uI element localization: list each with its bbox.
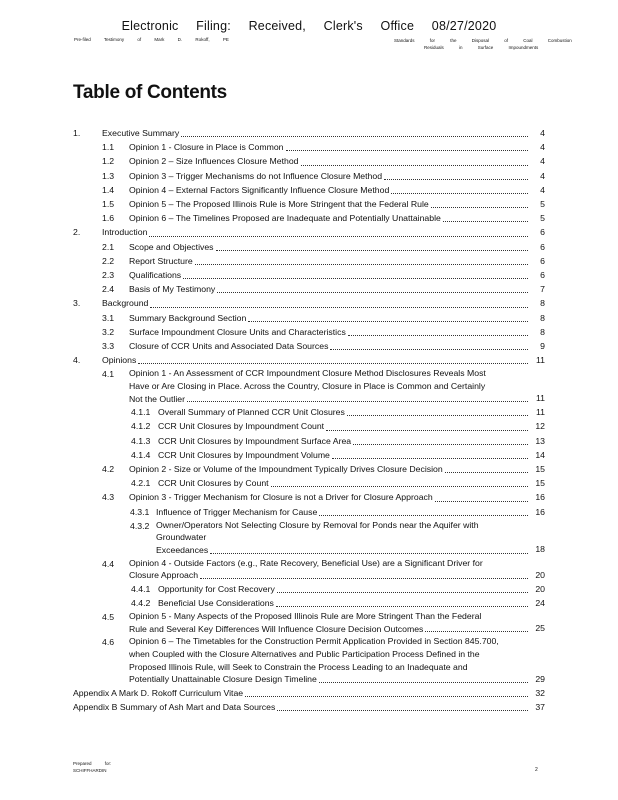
toc-entry-text xyxy=(158,434,531,448)
toc-entry-page: 16 xyxy=(535,492,545,503)
toc-entry-text xyxy=(73,686,531,700)
toc-entry-page: 15 xyxy=(535,478,545,489)
toc-entry-text xyxy=(129,462,531,476)
toc-entry[interactable] xyxy=(73,582,545,596)
toc-entry-line: Potentially Unattainable Closure Design Timeline xyxy=(129,674,317,685)
toc-entry-title: Closure of CCR Units and Associated Data Sources xyxy=(129,341,329,352)
toc-entry-number: 2.3 xyxy=(102,270,115,281)
dot-leader xyxy=(435,500,528,502)
toc-entry-page: 4 xyxy=(540,156,545,167)
toc-entry-number: 3. xyxy=(73,298,81,309)
toc-entry-number: 4.5 xyxy=(102,612,115,623)
toc-entry-title: Executive Summary xyxy=(102,128,180,138)
toc-entry-page: 11 xyxy=(535,393,545,404)
toc-entry-title: Qualifications xyxy=(129,270,182,281)
dot-leader xyxy=(150,306,528,308)
toc-entry-page: 16 xyxy=(535,506,545,517)
toc-entry-page: 4 xyxy=(540,142,545,153)
toc-entry-number: 1.6 xyxy=(102,213,115,224)
toc-entry-title: Introduction xyxy=(102,227,148,238)
toc-entry-number: 4.3 xyxy=(102,492,115,503)
toc-entry-number: 1.5 xyxy=(102,199,115,210)
toc-entry-number: 4.4 xyxy=(102,558,115,569)
dot-leader xyxy=(326,429,528,431)
toc-entry-text xyxy=(102,296,531,310)
dot-leader xyxy=(425,630,528,632)
toc-entry-title: Summary Background Section xyxy=(129,312,247,323)
toc-entry[interactable] xyxy=(73,419,545,433)
dot-leader xyxy=(330,348,528,350)
toc-entry-page: 32 xyxy=(535,687,545,698)
toc-entry-number: 1.4 xyxy=(102,184,115,195)
dot-leader xyxy=(277,591,528,593)
dot-leader xyxy=(443,220,528,222)
toc-entry-page: 12 xyxy=(535,421,545,432)
toc-entry-text xyxy=(129,339,531,353)
toc-entry-number: 4.2.1 xyxy=(131,478,151,489)
table-of-contents xyxy=(73,126,545,714)
header-right-line2: Residuals in Surface Impoundments xyxy=(424,45,539,50)
toc-entry-text xyxy=(129,268,531,282)
toc-entry-page: 20 xyxy=(535,583,545,594)
toc-entry[interactable] xyxy=(73,268,545,282)
toc-entry-number: 3.2 xyxy=(102,326,115,337)
page-number: 2 xyxy=(535,767,538,773)
toc-entry-title: Opinion 3 - Trigger Mechanism for Closure is not a Driver for Closure Approach xyxy=(129,492,433,503)
toc-entry[interactable] xyxy=(73,225,545,239)
toc-entry-number: 1.1 xyxy=(102,142,115,153)
toc-entry-number: 4.3.2 xyxy=(130,520,150,531)
toc-entry-title: CCR Unit Closures by Impoundment Count xyxy=(158,421,325,432)
toc-entry-number: 4.4.2 xyxy=(131,598,151,609)
dot-leader xyxy=(149,235,528,237)
dot-leader xyxy=(216,249,528,251)
toc-entry-text xyxy=(156,505,531,519)
toc-entry-page: 5 xyxy=(540,199,545,210)
toc-entry-line: Exceedances xyxy=(156,545,209,556)
toc-entry[interactable] xyxy=(73,126,545,140)
toc-entry-text xyxy=(129,557,531,582)
toc-entry-page: 11 xyxy=(535,355,545,366)
toc-entry-text xyxy=(129,211,531,225)
toc-entry-text xyxy=(156,519,531,557)
toc-entry-title: Report Structure xyxy=(129,255,193,266)
toc-entry-text xyxy=(129,635,531,685)
toc-entry[interactable] xyxy=(73,505,545,519)
dot-leader xyxy=(277,709,528,711)
dot-leader xyxy=(319,514,528,516)
toc-entry-title: Opinion 2 - Size or Volume of the Impoundment Typically Drives Closure Decision xyxy=(129,464,443,475)
dot-leader xyxy=(332,457,528,459)
dot-leader xyxy=(384,178,528,180)
toc-entry-line: when Coupled with the Closure Alternatives and Public Participation Process Defined in the xyxy=(129,649,480,660)
toc-entry-line: Rule and Several Key Differences Will Influence Closure Decision Outcomes xyxy=(129,623,424,634)
toc-entry[interactable] xyxy=(73,353,545,367)
toc-entry-text xyxy=(102,126,531,140)
toc-entry-number: 1.2 xyxy=(102,156,115,167)
header-right xyxy=(394,37,572,51)
toc-entry-text xyxy=(129,140,531,154)
toc-entry[interactable] xyxy=(73,183,545,197)
toc-entry-text xyxy=(158,582,531,596)
toc-entry-number: 2.2 xyxy=(102,255,115,266)
toc-entry-number: 4.1.1 xyxy=(131,407,151,418)
toc-entry[interactable] xyxy=(73,596,545,610)
toc-entry-number: 4.1.3 xyxy=(131,435,151,446)
toc-entry-number: 1.3 xyxy=(102,170,115,181)
toc-entry[interactable] xyxy=(73,325,545,339)
toc-entry-page: 4 xyxy=(540,170,545,181)
toc-entry-title: Opportunity for Cost Recovery xyxy=(158,583,275,594)
toc-entry-number: 4.6 xyxy=(102,637,115,648)
toc-entry-text xyxy=(129,183,531,197)
toc-entry-title: Overall Summary of Planned CCR Unit Closures xyxy=(158,407,345,418)
toc-entry-page: 25 xyxy=(535,623,545,634)
toc-entry[interactable] xyxy=(73,339,545,353)
toc-entry[interactable] xyxy=(73,476,545,490)
toc-entry-page: 37 xyxy=(535,702,545,712)
toc-entry-number: 3.1 xyxy=(102,312,115,323)
toc-entry-title: Appendix B Summary of Ash Mart and Data Sources xyxy=(73,702,276,712)
toc-entry-text xyxy=(129,154,531,168)
toc-entry-line: Opinion 1 - An Assessment of CCR Impoundment Closure Method Disclosures Reveals Most xyxy=(129,368,486,379)
toc-entry-text xyxy=(129,610,531,635)
toc-entry[interactable] xyxy=(73,610,545,635)
toc-entry-text xyxy=(129,490,531,504)
toc-entry-text xyxy=(129,325,531,339)
dot-leader xyxy=(245,695,528,697)
toc-entry[interactable] xyxy=(73,700,545,714)
toc-entry-text xyxy=(129,169,531,183)
toc-entry-title: Opinions xyxy=(102,355,137,366)
toc-entry-number: 4.1.2 xyxy=(131,421,151,432)
toc-entry[interactable] xyxy=(73,462,545,476)
toc-entry-line: Proposed Illinois Rule, will Seek to Constrain the Process Leading to an Inadequate and xyxy=(129,661,468,672)
toc-entry-title: Background xyxy=(102,298,149,309)
toc-entry[interactable] xyxy=(73,254,545,268)
footer-line1: Prepared for: xyxy=(73,761,112,766)
toc-entry-number: 4.1 xyxy=(102,369,115,380)
toc-entry-page: 6 xyxy=(540,241,545,252)
toc-entry-title: Opinion 1 - Closure in Place is Common xyxy=(129,142,284,153)
toc-entry-page: 14 xyxy=(535,449,545,460)
toc-entry-title: Opinion 2 – Size Influences Closure Method xyxy=(129,156,299,167)
toc-entry[interactable] xyxy=(73,211,545,225)
toc-entry-title: Opinion 3 – Trigger Mechanisms do not Influence Closure Method xyxy=(129,170,383,181)
dot-leader xyxy=(445,471,528,473)
toc-entry-text xyxy=(102,225,531,239)
toc-entry-number: 4.2 xyxy=(102,464,115,475)
toc-entry-number: 4.3.1 xyxy=(130,506,150,517)
toc-entry-number: 4. xyxy=(73,355,81,366)
toc-entry[interactable] xyxy=(73,169,545,183)
dot-leader xyxy=(431,206,528,208)
toc-entry-page: 8 xyxy=(540,298,545,309)
dot-leader xyxy=(286,149,528,151)
toc-entry[interactable] xyxy=(73,311,545,325)
toc-entry-number: 3.3 xyxy=(102,341,115,352)
toc-entry[interactable] xyxy=(73,367,545,405)
toc-entry-text xyxy=(102,353,531,367)
toc-entry-text xyxy=(129,311,531,325)
toc-entry-text xyxy=(129,282,531,296)
toc-entry[interactable] xyxy=(73,448,545,462)
toc-entry-text xyxy=(129,197,531,211)
dot-leader xyxy=(353,443,528,445)
toc-entry[interactable] xyxy=(73,197,545,211)
toc-entry-page: 4 xyxy=(540,184,545,195)
toc-entry-page: 7 xyxy=(540,284,545,295)
toc-entry-text xyxy=(158,448,531,462)
toc-entry-page: 5 xyxy=(540,213,545,224)
toc-entry-text xyxy=(73,700,531,714)
toc-entry[interactable] xyxy=(73,490,545,504)
toc-entry-title: CCR Unit Closures by Impoundment Volume xyxy=(158,449,330,460)
toc-entry-title: Basis of My Testimony xyxy=(129,284,216,295)
toc-entry-page: 29 xyxy=(535,673,545,684)
dot-leader xyxy=(138,362,528,364)
dot-leader xyxy=(187,400,528,402)
toc-entry-text xyxy=(129,240,531,254)
toc-entry-page: 20 xyxy=(535,569,545,580)
toc-entry-page: 6 xyxy=(540,227,545,238)
toc-entry-page: 15 xyxy=(535,464,545,475)
dot-leader xyxy=(181,135,528,137)
toc-entry[interactable] xyxy=(73,240,545,254)
dot-leader xyxy=(348,334,528,336)
dot-leader xyxy=(301,164,528,166)
toc-entry[interactable] xyxy=(73,557,545,582)
dot-leader xyxy=(183,277,528,279)
toc-entry-title: Opinion 4 – External Factors Significantly Influence Closure Method xyxy=(129,184,390,195)
dot-leader xyxy=(391,192,528,194)
toc-entry[interactable] xyxy=(73,635,545,685)
toc-entry-page: 6 xyxy=(540,270,545,281)
footer-line2: SCHIFFHARDIN xyxy=(73,768,107,773)
toc-entry-number: 4.1.4 xyxy=(131,449,151,460)
header-right-line1: Standards for the Disposal of Coal Combustion xyxy=(394,38,572,43)
dot-leader xyxy=(210,552,528,554)
toc-entry[interactable] xyxy=(73,519,545,557)
dot-leader xyxy=(271,485,528,487)
toc-entry-page: 13 xyxy=(535,435,545,446)
toc-entry[interactable] xyxy=(73,282,545,296)
toc-entry-number: 2.4 xyxy=(102,284,115,295)
toc-entry-line: Owner/Operators Not Selecting Closure by Removal for Ponds near the Aquifer with Groundwater xyxy=(156,519,479,543)
toc-entry-line: Closure Approach xyxy=(129,570,199,581)
toc-entry-number: 2. xyxy=(73,227,81,238)
toc-entry-page: 8 xyxy=(540,312,545,323)
toc-entry-text xyxy=(129,254,531,268)
dot-leader xyxy=(276,605,528,607)
filing-stamp: Electronic Filing: Received, Clerk's Office 08/27/2020 xyxy=(121,19,497,33)
toc-entry-number: 4.4.1 xyxy=(131,583,151,594)
dot-leader xyxy=(217,291,528,293)
dot-leader xyxy=(319,681,528,683)
toc-entry[interactable] xyxy=(73,686,545,700)
toc-entry-title: Influence of Trigger Mechanism for Cause xyxy=(156,506,318,517)
toc-entry-title: Opinion 6 – The Timelines Proposed are Inadequate and Potentially Unattainable xyxy=(129,213,441,224)
toc-entry-page: 4 xyxy=(540,128,545,138)
header-left: Pre-filed Testimony of Mark D. Rokoff, PE xyxy=(74,37,229,42)
page-title: Table of Contents xyxy=(73,82,227,103)
toc-entry-title: Opinion 5 – The Proposed Illinois Rule is More Stringent that the Federal Rule xyxy=(129,199,429,210)
toc-entry-page: 6 xyxy=(540,255,545,266)
toc-entry-page: 11 xyxy=(535,407,545,418)
toc-entry-line: Opinion 5 - Many Aspects of the Proposed Illinois Rule are More Stringent Than the Federal xyxy=(129,611,482,622)
toc-entry-line: Opinion 4 - Outside Factors (e.g., Rate Recovery, Beneficial Use) are a Significant Driver for xyxy=(129,557,483,568)
footer-prepared-for xyxy=(73,760,111,774)
toc-entry[interactable] xyxy=(73,296,545,310)
toc-entry[interactable] xyxy=(73,154,545,168)
toc-entry-title: Beneficial Use Considerations xyxy=(158,598,274,609)
dot-leader xyxy=(200,577,528,579)
toc-entry-title: CCR Unit Closures by Impoundment Surface Area xyxy=(158,435,352,446)
toc-entry-page: 8 xyxy=(540,326,545,337)
toc-entry-text xyxy=(158,405,531,419)
toc-entry-page: 9 xyxy=(540,341,545,352)
toc-entry-text xyxy=(158,476,531,490)
toc-entry-page: 18 xyxy=(535,544,545,555)
toc-entry-text xyxy=(158,596,531,610)
toc-entry-title: CCR Unit Closures by Count xyxy=(158,478,269,489)
toc-entry-text xyxy=(158,419,531,433)
toc-entry-line: Opinion 6 – The Timetables for the Construction Permit Application Provided in Section 845.700, xyxy=(129,636,499,647)
toc-entry-number: 2.1 xyxy=(102,241,115,252)
dot-leader xyxy=(248,320,528,322)
toc-entry-page: 24 xyxy=(535,598,545,609)
toc-entry[interactable] xyxy=(73,434,545,448)
toc-entry-line: Have or Are Closing in Place. Across the Country, Closure in Place is Common and Certainly xyxy=(129,381,486,392)
toc-entry-title: Surface Impoundment Closure Units and Characteristics xyxy=(129,326,346,337)
toc-entry-line: Not the Outlier xyxy=(129,393,186,404)
toc-entry-title: Appendix A Mark D. Rokoff Curriculum Vitae xyxy=(73,687,244,698)
toc-entry-text xyxy=(129,367,531,405)
toc-entry[interactable] xyxy=(73,140,545,154)
toc-entry[interactable] xyxy=(73,405,545,419)
toc-entry-number: 1. xyxy=(73,128,81,138)
dot-leader xyxy=(347,414,528,416)
dot-leader xyxy=(195,263,528,265)
toc-entry-title: Scope and Objectives xyxy=(129,241,214,252)
